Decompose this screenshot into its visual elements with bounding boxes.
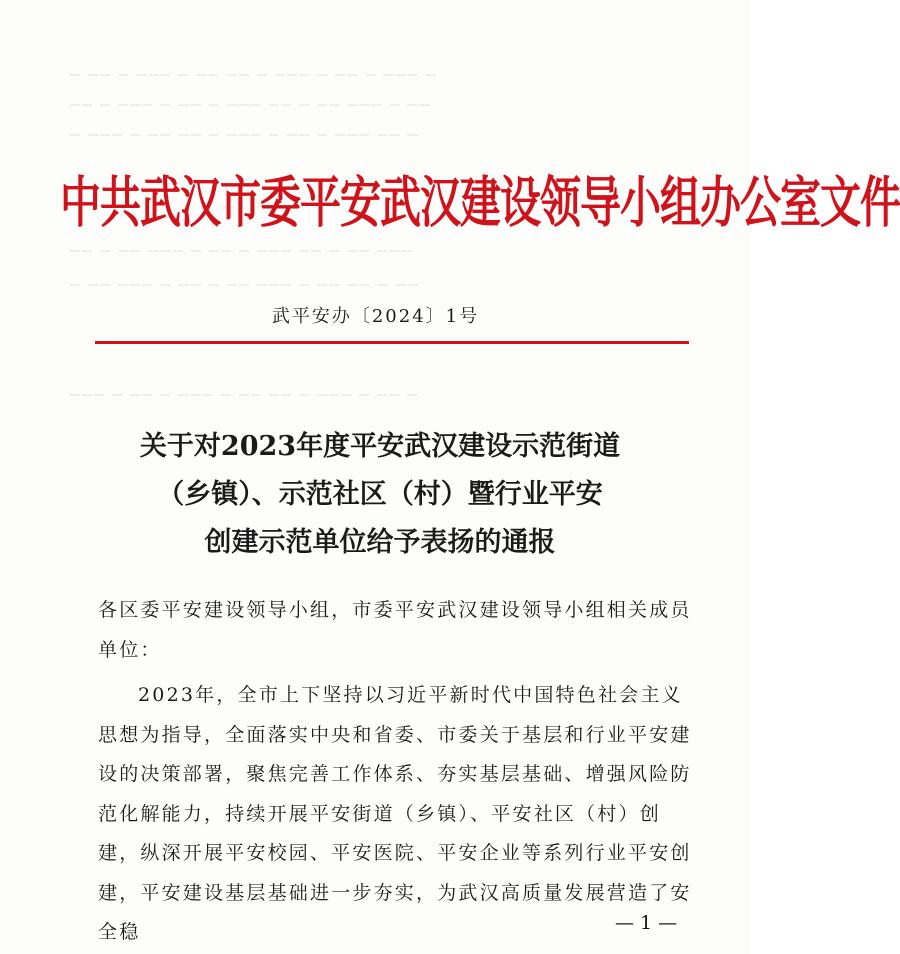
header-divider-line <box>95 341 689 344</box>
bleed-through-texture: ▁ ▁▁ ▁ ▁▁▁ ▁ ▁▁ ▁▁ ▁ ▁▁▁ ▁ ▁▁ ▁ ▁▁▁ ▁ <box>70 62 438 77</box>
bleed-through-texture: ▁▁ ▁ ▁▁ ▁▁▁ ▁ ▁▁ ▁ ▁▁▁ ▁▁ ▁ ▁▁ ▁▁▁ <box>70 238 414 253</box>
page-number: — 1 — <box>615 912 678 934</box>
title-line-1: 关于对2023年度平安武汉建设示范街道 <box>139 431 621 462</box>
title-line-2: （乡镇）、示范社区（村）暨行业平安 <box>157 479 603 510</box>
bleed-through-texture: ▁▁ ▁ ▁▁▁ ▁ ▁▁ ▁ ▁▁▁ ▁▁ ▁ ▁▁ ▁▁▁ ▁ ▁▁ <box>70 92 432 107</box>
bleed-through-texture: ▁ ▁▁ ▁▁▁ ▁ ▁▁ ▁ ▁▁ ▁▁▁ ▁ ▁▁ ▁▁ ▁ ▁▁ <box>70 272 420 287</box>
document-number: 武平安办〔2024〕1号 <box>271 306 480 327</box>
title-line-3: 创建示范单位给予表扬的通报 <box>204 527 556 558</box>
bleed-through-texture: ▁▁▁ ▁ ▁▁ ▁ ▁▁▁ ▁ ▁▁ ▁▁ ▁ ▁▁▁ ▁ ▁▁ ▁ <box>70 382 420 397</box>
bleed-through-texture: ▁ ▁▁▁ ▁ ▁▁ ▁▁ ▁ ▁▁▁ ▁ ▁▁ ▁ ▁▁▁ ▁▁ ▁ <box>70 122 420 137</box>
salutation: 各区委平安建设领导小组，市委平安武汉建设领导小组相关成员单位： <box>98 599 692 661</box>
issuer-header: 中共武汉市委平安武汉建设领导小组办公室文件 <box>60 170 900 235</box>
body-paragraph: 2023年，全市上下坚持以习近平新时代中国特色社会主义思想为指导，全面落实中央和省委、市委关于基层和行业平安建设的决策部署，聚焦完善工作体系、夯实基层基础、增强风险防范化解能力，持续开展平安街道（乡镇）、平安社区（村）创建，纵深开展平安校园、平安医院、平安企业等系列行业平安创建，平安建设基层基础进一步夯实，为武汉高质量发展营造了安全稳 <box>98 684 692 943</box>
